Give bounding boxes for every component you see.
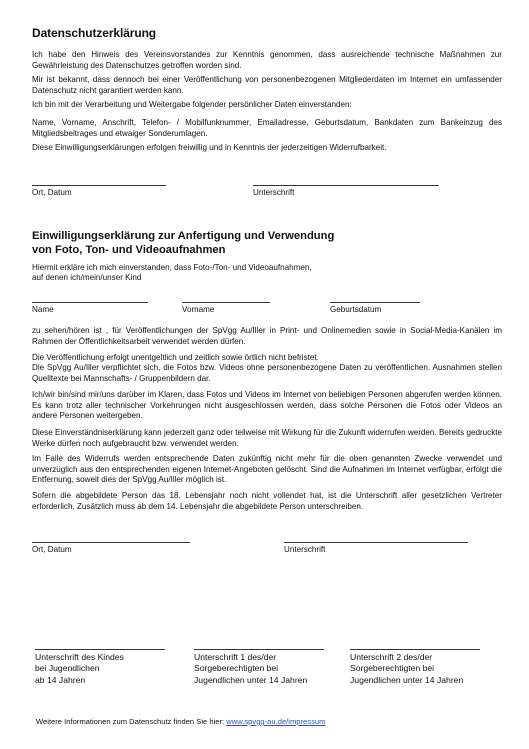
media-paragraph-5: Diese Einverständniserklärung kann jederzeit ganz oder teilweise mit Wirkung für die Zukunft widerrufen werden. Bereits gedruckte Werke dürfen noch aufgebraucht bzw. verwendet werden.	[32, 428, 502, 448]
sig-guardian1-line-3: Jugendlichen unter 14 Jahren	[194, 674, 308, 685]
label-signature: Unterschrift	[253, 188, 295, 197]
field-line-geburtsdatum[interactable]	[330, 302, 420, 303]
footer-link-impressum[interactable]: www.spvgg-au.de/impressum	[226, 717, 326, 726]
privacy-paragraph-4: Name, Vorname, Anschrift, Telefon- / Mobilfunknummer, Emailadresse, Geburtsdatum, Bankdaten zum Bankeinzug des Mitgliedsbeitrages und etwaiger Sonderumlagen.	[32, 118, 502, 138]
signature-line-signature[interactable]	[253, 185, 439, 186]
signature-block-child	[35, 652, 124, 686]
field-line-vorname[interactable]	[182, 302, 270, 303]
media-paragraph-6: Im Falle des Widerrufs werden entsprechende Daten zukünftig nicht mehr für die oben genannten Zwecke verwendet und unverzüglich aus den entsprechenden eigenen Internet-Angeboten gelöscht. Sind die Aufnahmen im Internet verfügbar, erfolgt die Entfernung, soweit dies der SpVgg Au/Iller möglich ist.	[32, 454, 502, 485]
label-name: Name	[32, 305, 54, 314]
sig-guardian1-line-1: Unterschrift 1 des/der	[194, 652, 277, 662]
media-paragraph-2: Die Veröffentlichung erfolgt unentgeltlich und zeitlich sowie örtlich nicht befristet.	[32, 353, 319, 362]
media-intro-line-2: auf denen ich/mein/unser Kind	[32, 273, 142, 282]
sig-guardian2-line-2: Sorgeberechtigten bei	[350, 663, 435, 674]
sig-guardian1-line-2: Sorgeberechtigten bei	[194, 663, 279, 674]
field-line-name[interactable]	[32, 302, 148, 303]
media-title-line-2: von Foto, Ton- und Videoaufnahmen	[32, 244, 226, 256]
signature-line-guardian-2[interactable]	[350, 649, 480, 650]
sig-guardian2-line-1: Unterschrift 2 des/der	[350, 652, 433, 662]
privacy-paragraph-3: Ich bin mit der Verarbeitung und Weitergabe folgender persönlicher Daten einverstanden:	[32, 100, 352, 109]
sig-guardian2-line-3: Jugendlichen unter 14 Jahren	[350, 674, 464, 685]
media-paragraph-3: Die SpVgg Au/Iller verpflichtet sich, die Fotos bzw. Videos ohne personenbezogene Daten zu veröffentlichen. Ausnahmen stellen Quelltexte bei Mannschafts- / Gruppenbildern dar.	[32, 363, 502, 383]
signature-line-child[interactable]	[35, 649, 165, 650]
sig-child-line-1: Unterschrift des Kindes	[35, 652, 124, 662]
media-title-line-1: Einwilligungserklärung zur Anfertigung und Verwendung	[32, 230, 335, 242]
label-vorname: Vorname	[182, 305, 215, 314]
signature-line-place-date-2[interactable]	[32, 542, 190, 543]
media-paragraph-7: Sofern die abgebildete Person das 18. Lebensjahr noch nicht vollendet hat, ist die Unterschrift aller gesetzlichen Vertreter erforderlich. Zusätzlich muss ab dem 14. Lebensjahr die abgebildete Person unterschreiben.	[32, 491, 502, 511]
signature-block-guardian-1	[194, 652, 307, 686]
media-intro-line-1: Hiermit erkläre ich mich einverstanden, dass Foto-/Ton- und Videoaufnahmen,	[32, 263, 312, 272]
label-place-date: Ort, Datum	[32, 188, 72, 197]
signature-block-guardian-2	[350, 652, 463, 686]
label-signature-2: Unterschrift	[284, 545, 326, 554]
signature-line-signature-2[interactable]	[284, 542, 468, 543]
footer-text: Weitere Informationen zum Datenschutz finden Sie hier:	[36, 717, 227, 726]
signature-line-guardian-1[interactable]	[194, 649, 324, 650]
label-place-date-2: Ort, Datum	[32, 545, 72, 554]
privacy-title: Datenschutzerklärung	[32, 26, 157, 40]
privacy-paragraph-1: Ich habe den Hinweis des Vereinsvorstandes zur Kenntnis genommen, dass ausreichende technische Maßnahmen zur Gewährleistung des Datenschutzes getroffen worden sind.	[32, 50, 502, 70]
privacy-paragraph-2: Mir ist bekannt, dass dennoch bei einer Veröffentlichung von personenbezogenen Mitgliederdaten im Internet ein umfassender Datenschutz nicht garantiert werden kann.	[32, 75, 502, 95]
privacy-paragraph-5: Diese Einwilligungserklärungen erfolgen freiwillig und in Kenntnis der jederzeitigen Widerrufbarkeit.	[32, 143, 387, 152]
label-geburtsdatum: Geburtsdatum	[330, 305, 382, 314]
sig-child-line-3: ab 14 Jahren	[35, 674, 86, 685]
media-paragraph-1: zu sehen/hören ist , für Veröffentlichungen der SpVgg Au/Iller in Print- und Onlinemedien sowie in Social-Media-Kanälen im Rahmen der Öffentlichkeitsarbeit verwendet werden dürfen.	[32, 326, 502, 346]
media-paragraph-4: Ich/wir bin/sind mir/uns darüber im Klaren, dass Fotos und Videos im Internet von beliebigen Personen abgerufen werden können. Es kann trotz aller technischer Vorkehrungen nicht ausgeschlossen werden, dass solche Personen die Fotos oder Videos an andere Personen weitergeben.	[32, 390, 502, 421]
signature-line-place-date[interactable]	[32, 185, 166, 186]
footer	[36, 717, 325, 726]
sig-child-line-2: bei Jugendlichen	[35, 663, 100, 674]
